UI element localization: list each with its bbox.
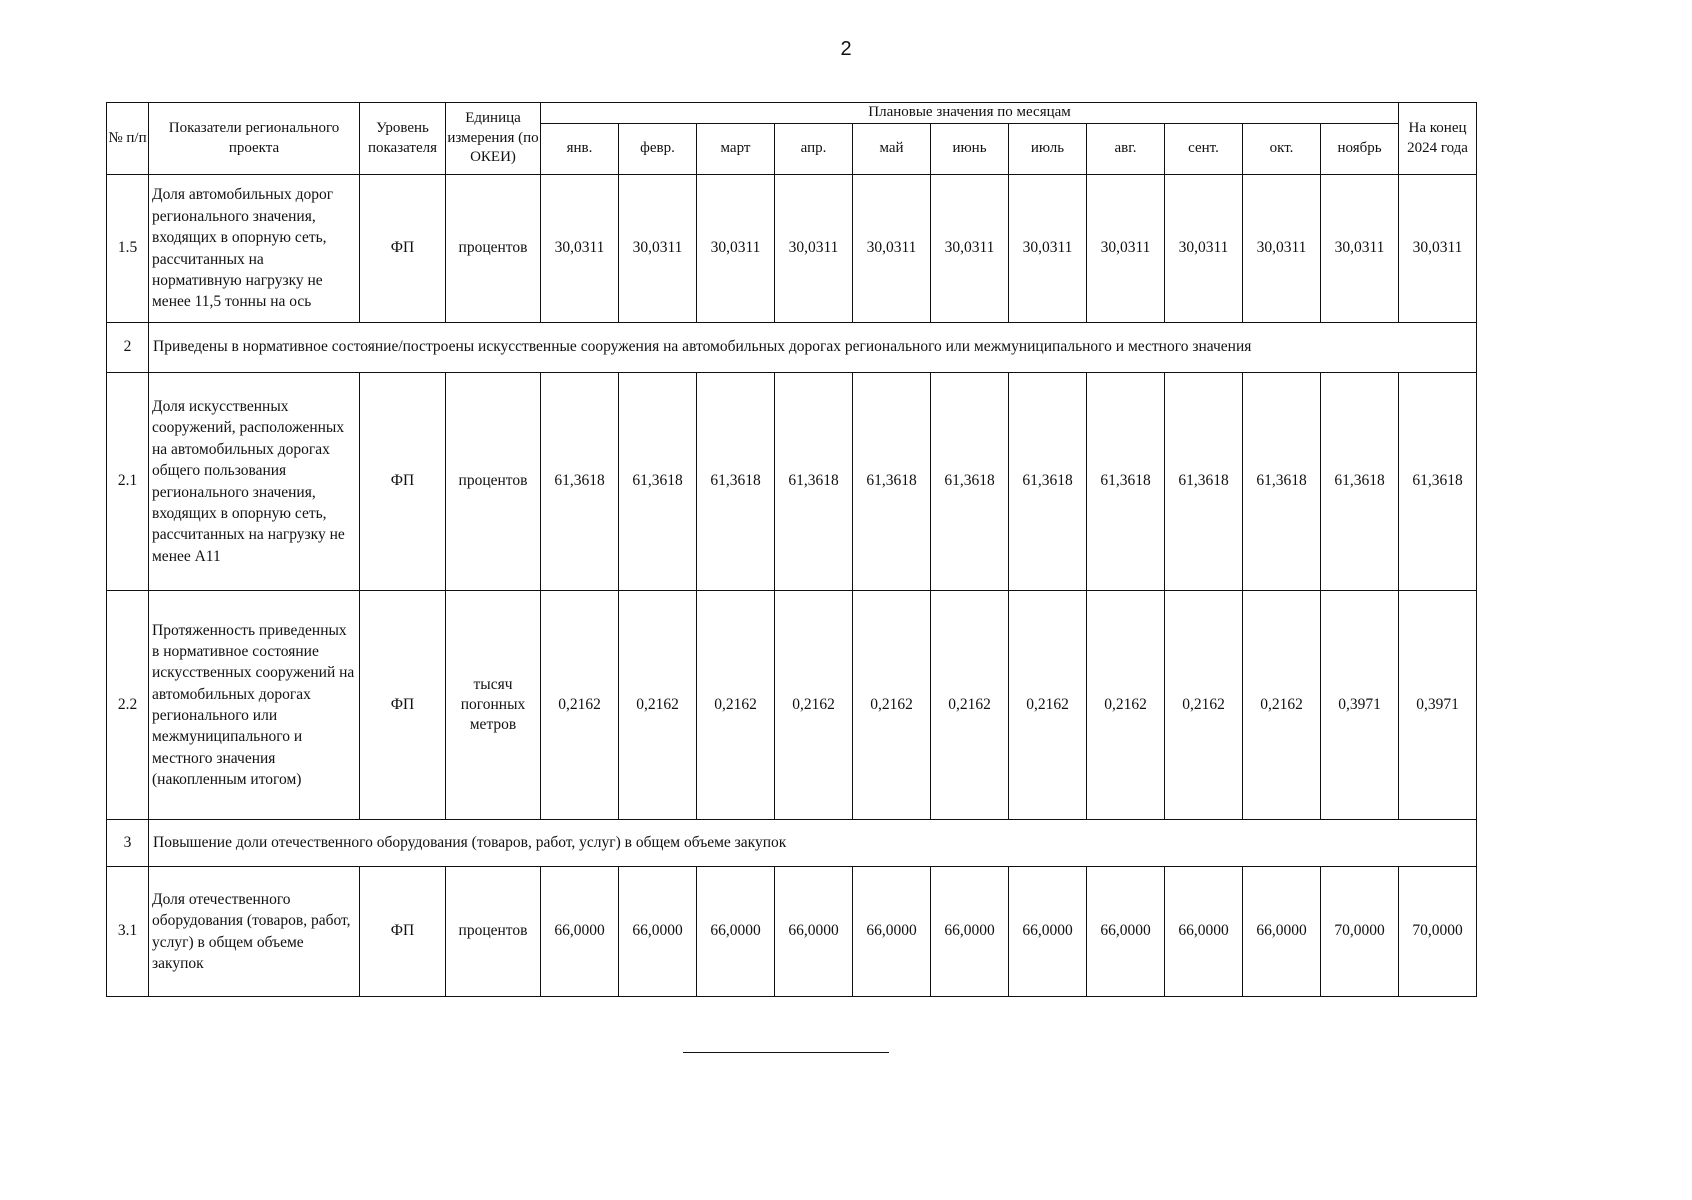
header-month: окт. — [1243, 124, 1321, 175]
header-month: ноябрь — [1321, 124, 1399, 175]
row-end-value: 30,0311 — [1399, 175, 1477, 323]
row-end-value: 61,3618 — [1399, 373, 1477, 591]
row-value: 30,0311 — [1009, 175, 1087, 323]
table-row — [107, 175, 1477, 323]
section-row — [107, 820, 1477, 867]
header-plan-group: Плановые значения по месяцам — [541, 103, 1399, 124]
header-end-of-year: На конец 2024 года — [1399, 103, 1477, 175]
header-month: март — [697, 124, 775, 175]
row-value: 66,0000 — [931, 867, 1009, 997]
section-num: 3 — [107, 820, 149, 867]
page-number: 2 — [840, 38, 852, 60]
row-value: 30,0311 — [1165, 175, 1243, 323]
row-value: 61,3618 — [775, 373, 853, 591]
row-value: 30,0311 — [853, 175, 931, 323]
indicators-table — [106, 102, 1477, 997]
row-value: 0,2162 — [931, 591, 1009, 820]
row-value: 61,3618 — [1165, 373, 1243, 591]
row-value: 30,0311 — [1321, 175, 1399, 323]
header-month: сент. — [1165, 124, 1243, 175]
row-value: 61,3618 — [1321, 373, 1399, 591]
row-value: 70,0000 — [1321, 867, 1399, 997]
row-value: 30,0311 — [775, 175, 853, 323]
header-month: май — [853, 124, 931, 175]
header-month: июль — [1009, 124, 1087, 175]
row-value: 61,3618 — [541, 373, 619, 591]
row-value: 66,0000 — [1009, 867, 1087, 997]
row-value: 61,3618 — [1009, 373, 1087, 591]
row-unit: тысяч погонных метров — [446, 591, 541, 820]
header-month: февр. — [619, 124, 697, 175]
row-value: 66,0000 — [853, 867, 931, 997]
row-value: 66,0000 — [1165, 867, 1243, 997]
row-value: 30,0311 — [1087, 175, 1165, 323]
header-num: № п/п — [107, 103, 149, 175]
row-value: 30,0311 — [619, 175, 697, 323]
header-indicator: Показатели регионального проекта — [149, 103, 360, 175]
row-unit: процентов — [446, 175, 541, 323]
row-value: 0,2162 — [619, 591, 697, 820]
row-value: 30,0311 — [931, 175, 1009, 323]
table-row — [107, 591, 1477, 820]
section-title: Приведены в нормативное состояние/построены искусственные сооружения на автомобильных дорогах регионального или межмуниципального и местного значения — [149, 323, 1477, 373]
row-value: 61,3618 — [931, 373, 1009, 591]
row-level: ФП — [360, 373, 446, 591]
row-value: 61,3618 — [697, 373, 775, 591]
header-month: авг. — [1087, 124, 1165, 175]
row-num: 2.1 — [107, 373, 149, 591]
header-month: апр. — [775, 124, 853, 175]
section-num: 2 — [107, 323, 149, 373]
row-value: 66,0000 — [619, 867, 697, 997]
section-row — [107, 323, 1477, 373]
footer-separator-line — [683, 1052, 889, 1053]
row-level: ФП — [360, 591, 446, 820]
row-value: 0,3971 — [1321, 591, 1399, 820]
row-value: 30,0311 — [541, 175, 619, 323]
header-month: июнь — [931, 124, 1009, 175]
row-unit: процентов — [446, 373, 541, 591]
row-end-value: 0,3971 — [1399, 591, 1477, 820]
header-level: Уровень показателя — [360, 103, 446, 175]
row-level: ФП — [360, 175, 446, 323]
row-num: 3.1 — [107, 867, 149, 997]
row-value: 0,2162 — [1165, 591, 1243, 820]
row-value: 61,3618 — [853, 373, 931, 591]
row-value: 0,2162 — [541, 591, 619, 820]
row-value: 66,0000 — [775, 867, 853, 997]
row-value: 0,2162 — [1243, 591, 1321, 820]
row-indicator-name: Доля искусственных сооружений, расположенных на автомобильных дорогах общего пользования регионального значения, входящих в опорную сеть, рассчитанных на нагрузку не менее А11 — [149, 373, 360, 591]
table-row — [107, 373, 1477, 591]
row-value: 66,0000 — [1087, 867, 1165, 997]
row-num: 1.5 — [107, 175, 149, 323]
row-value: 66,0000 — [1243, 867, 1321, 997]
row-value: 61,3618 — [1243, 373, 1321, 591]
row-value: 0,2162 — [1009, 591, 1087, 820]
row-value: 30,0311 — [697, 175, 775, 323]
row-num: 2.2 — [107, 591, 149, 820]
row-value: 0,2162 — [775, 591, 853, 820]
row-value: 30,0311 — [1243, 175, 1321, 323]
row-end-value: 70,0000 — [1399, 867, 1477, 997]
header-month: янв. — [541, 124, 619, 175]
row-indicator-name: Доля отечественного оборудования (товаров, работ, услуг) в общем объеме закупок — [149, 867, 360, 997]
row-value: 61,3618 — [619, 373, 697, 591]
row-indicator-name: Протяженность приведенных в нормативное состояние искусственных сооружений на автомобильных дорогах регионального или межмуниципального и местного значения (накопленным итогом) — [149, 591, 360, 820]
header-unit: Единица измерения (по ОКЕИ) — [446, 103, 541, 175]
row-value: 0,2162 — [853, 591, 931, 820]
row-indicator-name: Доля автомобильных дорог регионального значения, входящих в опорную сеть, рассчитанных на нормативную нагрузку не менее 11,5 тонны на ось — [149, 175, 360, 323]
row-value: 0,2162 — [697, 591, 775, 820]
row-value: 66,0000 — [697, 867, 775, 997]
row-value: 0,2162 — [1087, 591, 1165, 820]
row-value: 66,0000 — [541, 867, 619, 997]
row-level: ФП — [360, 867, 446, 997]
row-value: 61,3618 — [1087, 373, 1165, 591]
table-row — [107, 867, 1477, 997]
row-unit: процентов — [446, 867, 541, 997]
section-title: Повышение доли отечественного оборудования (товаров, работ, услуг) в общем объеме закупок — [149, 820, 1477, 867]
